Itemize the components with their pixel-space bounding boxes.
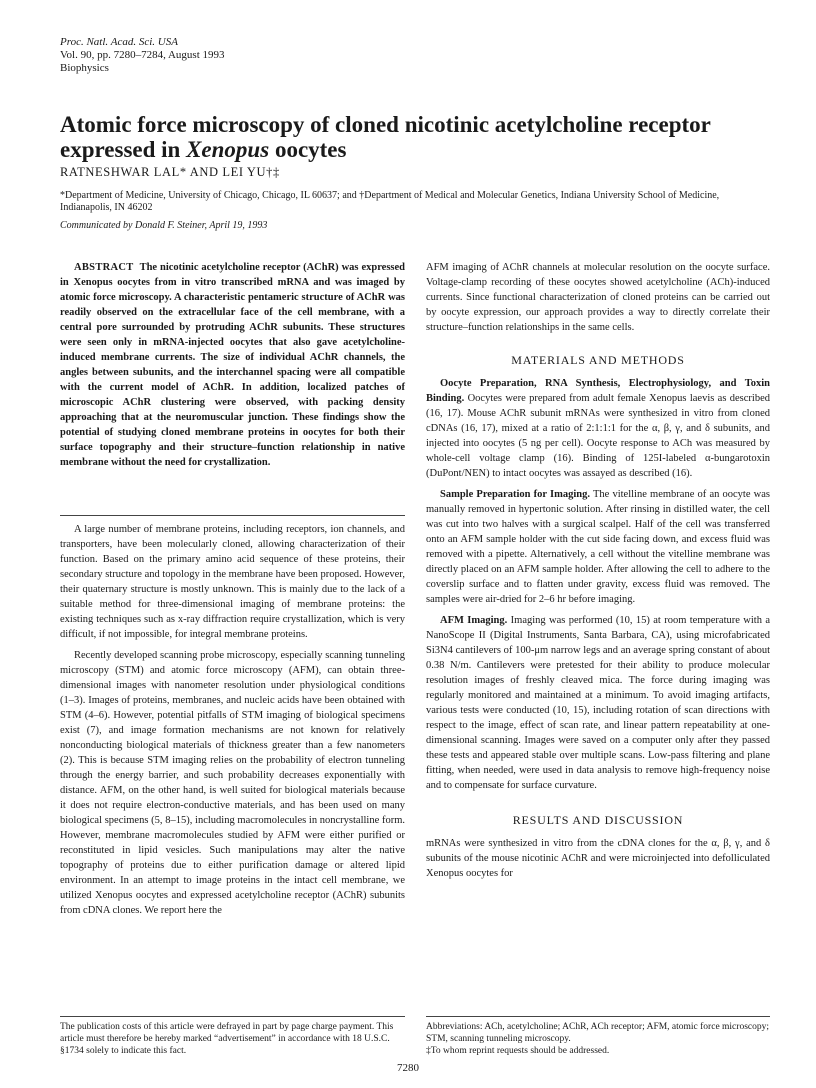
footnote-rule (60, 1016, 405, 1017)
journal-volume: Vol. 90, pp. 7280–7284, August 1993 (60, 49, 225, 61)
abstract-text: The nicotinic acetylcholine receptor (AChR) was expressed in Xenopus oocytes from in vitro transcribed mRNA and was imaged by atomic force microscopy. A characteristic pentameric structure of AChR was readily observed on the extracellular face of the cell membrane, with a central pore surrounded by protruding AChR subunits. These structures were seen only in mRNA-injected oocytes that also gave acetylcholine-induced membrane currents. The size of individual AChR channels, the angles between subunits, and the interchannel spacing were all compatible with the current model of AChR. In addition, localized patches of microscopic AChR clustering were observed, with packing density approaching that at the neuromuscular junction. These findings show the potential of studying cloned membrane proteins in oocytes for both their surface topography and their structure–function relationship in native membrane without the need for crystallization. (60, 262, 405, 468)
journal-name: Proc. Natl. Acad. Sci. USA (60, 36, 178, 48)
methods-paragraph-2 (426, 487, 770, 607)
introduction (60, 522, 405, 924)
article-title (60, 112, 760, 162)
methods-text-3: Imaging was performed (10, 15) at room temperature with a NanoScope II (Digital Instruments, Santa Barbara, CA), using microfabricated Si3N4 cantilevers of 100-μm narrow legs and an average spring constant of about 0.38 N/m. Cantilevers were pretested for their ability to produce molecular resolution images of freshly cleaved mica. The force during imaging was regularly monitored and maintained at a minimum. To avoid imaging artifacts, various tests were conducted (10, 15), including rotation of scan directions with respect to the image, effect of scan rate, and linear pattern repeatability at one-dimensional scanning. Images were saved on a computer only after they passed these tests and appeared stable over multiple scans. Low-pass filtering and plane fitting, when needed, were used in data analysis to remove high-frequency noise and to compensate for surface curvature. (426, 615, 771, 791)
authors: RATNESHWAR LAL* AND LEI YU†‡ (60, 165, 280, 179)
title-text-end: oocytes (269, 137, 347, 162)
methods-paragraph-1 (426, 376, 770, 481)
intro-paragraph-2: Recently developed scanning probe microscopy, especially scanning tunneling microscopy (STM) and atomic force microscopy (AFM), can obtain three-dimensional images with nanometer resolution under physiological conditions (1–3). Images of proteins, membranes, and nucleic acids have been obtained with STM (4–6). However, potential pitfalls of STM imaging of biological specimens exist (7), and image formation mechanisms are not known for relatively nonconducting biological materials of thickness greater than a few nanometers (2). This is because STM imaging relies on the probability of electron tunneling through the energy barrier, and such probability decreases exponentially with distance. AFM, on the other hand, is well suited for biological materials because it does not require electron-conductive materials, and has been used on many biological specimens (5, 8–15), including macromolecules in noncrystalline form. However, membrane macromolecules studied by AFM were either purified or reconstituted in lipid vesicles. Such manipulations may alter the native topography of proteins due to either purification damage or altered lipid environment. In an attempt to image proteins in the intact cell membrane, we utilized Xenopus oocytes and expressed acetylcholine receptor (AChR) subunits from cDNA clones. We report here the (60, 650, 405, 916)
title-italic: Xenopus (186, 137, 270, 162)
results-paragraph: mRNAs were synthesized in vitro from the cDNA clones for the α, β, γ, and δ subunits of the mouse nicotinic AChR and were microinjected into defolliculated Xenopus oocytes for (426, 838, 770, 879)
abbreviations-note: Abbreviations: ACh, acetylcholine; AChR, ACh receptor; AFM, atomic force microscopy; STM, scanning tunneling microscopy. (426, 1022, 769, 1044)
footnote-left (60, 1016, 405, 1057)
page-number: 7280 (397, 1062, 419, 1074)
title-line-1: Atomic force microscopy of cloned nicotinic acetylcholine receptor (60, 112, 711, 137)
methods-subheading-2: Sample Preparation for Imaging. (440, 489, 590, 500)
abstract (60, 260, 405, 470)
abstract-label: ABSTRACT (74, 262, 134, 273)
title-text: expressed in (60, 137, 187, 162)
title-line-2 (60, 137, 760, 162)
publication-cost-note: The publication costs of this article were defrayed in part by page charge payment. This article must therefore be hereby marked “advertisement” in accordance with 18 U.S.C. §1734 solely to indicate this fact. (60, 1022, 394, 1056)
reprint-note: ‡To whom reprint requests should be addressed. (426, 1046, 610, 1056)
right-column (426, 260, 770, 887)
methods-subheading-1: Oocyte Preparation, RNA Synthesis, Electrophysiology, and Toxin Binding. (426, 378, 770, 404)
methods-text-1: Oocytes were prepared from adult female Xenopus laevis as described (16, 17). Mouse AChR subunit mRNAs were synthesized in vitro from cloned cDNAs (16, 17), mixed at a ratio of 2:1:1:1 for the α, β, γ, and δ subunits, and injected into oocytes (5 ng per cell). Oocyte response to ACh was measured by whole-cell voltage clamp (16). Binding of 125I-labeled α-bungarotoxin (DuPont/NEN) to intact oocytes was assayed as described (16). (426, 393, 770, 479)
journal-section: Biophysics (60, 62, 109, 74)
footnote-right (426, 1016, 770, 1057)
footnote-rule (426, 1016, 770, 1017)
abstract-divider (60, 515, 405, 516)
methods-subheading-3: AFM Imaging. (440, 615, 508, 626)
journal-header (60, 36, 225, 75)
right-paragraph-1: AFM imaging of AChR channels at molecular resolution on the oocyte surface. Voltage-clamp recording of these oocytes showed acetylcholine (ACh)-induced currents. Since functional characterization of cloned proteins can be carried out by oocyte expression, our approach provides a way to directly correlate their structure–function relationships in the same cells. (426, 262, 770, 333)
methods-heading: MATERIALS AND METHODS (511, 353, 685, 367)
results-heading: RESULTS AND DISCUSSION (512, 813, 684, 827)
methods-text-2: The vitelline membrane of an oocyte was manually removed in hypertonic solution. After rinsing in distilled water, the cell was cut into two halves with a surgical scalpel. Half of the cell was transferred onto an AFM sample holder with the cut side facing down, and excess fluid was removed with a pipette. Alternatively, a cell without the vitelline membrane was directly placed on an AFM sample holder. After allowing the cell to adhere to the coverslip surface and to flatten under gravity, excess fluid was removed. The samples were air-dried for 2–6 hr before imaging. (426, 489, 771, 605)
affiliation: *Department of Medicine, University of Chicago, Chicago, IL 60637; and †Department of Medical and Molecular Genetics, Indiana University School of Medicine, Indianapolis, IN 46202 (60, 190, 720, 213)
methods-paragraph-3 (426, 613, 770, 793)
communicated-by: Communicated by Donald F. Steiner, April 19, 1993 (60, 220, 268, 231)
intro-paragraph-1: A large number of membrane proteins, including receptors, ion channels, and transporters, have been molecularly cloned, allowing characterization of their function. Based on the primary amino acid sequence of these proteins, their secondary structure and topology in the membrane have been proposed. However, their quaternary structure is mostly unknown. This is mainly due to the lack of a suitable method for three-dimensional imaging of membrane proteins: the existing techniques such as x-ray diffraction require crystallization, which is very difficult, if not impossible, for integral membrane proteins. (60, 524, 405, 640)
